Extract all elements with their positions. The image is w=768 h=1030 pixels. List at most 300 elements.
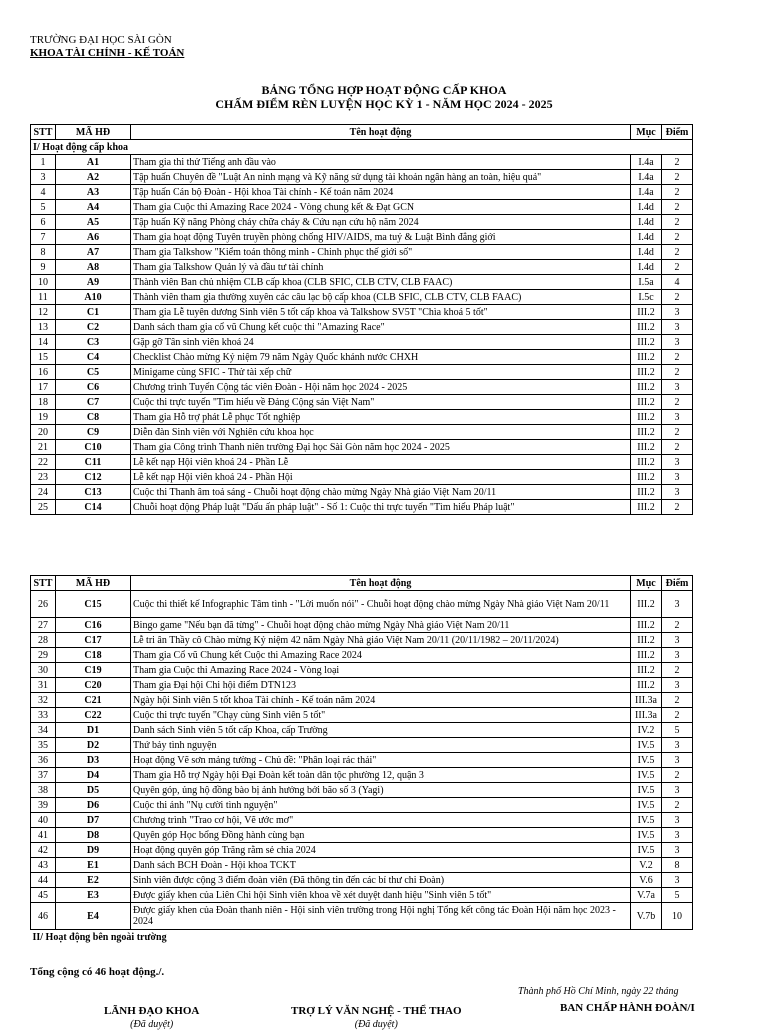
points: 3	[662, 843, 693, 858]
table-row	[31, 693, 693, 708]
activity-code: A7	[56, 245, 131, 260]
points: 2	[662, 260, 693, 275]
activity-code: D1	[56, 723, 131, 738]
points: 3	[662, 678, 693, 693]
points: 2	[662, 768, 693, 783]
points: 2	[662, 215, 693, 230]
section-code: IV.5	[631, 843, 662, 858]
points: 3	[662, 410, 693, 425]
row-number: 29	[31, 648, 56, 663]
activity-code: D5	[56, 783, 131, 798]
activity-name: Tham gia Hỗ trợ Ngày hội Đại Đoàn kết toàn dân tộc phường 12, quận 3	[131, 768, 631, 783]
section-code: III.2	[631, 365, 662, 380]
table-row	[31, 768, 693, 783]
activity-name: Chuỗi hoạt động Pháp luật "Dấu ấn pháp luật" - Số 1: Cuộc thi trực tuyến "Tìm hiểu Pháp luật"	[131, 500, 631, 515]
points: 2	[662, 170, 693, 185]
activity-name: Tham gia hoạt động Tuyên truyền phòng chống HIV/AIDS, ma tuý & Luật Bình đẳng giới	[131, 230, 631, 245]
university-name: TRƯỜNG ĐẠI HỌC SÀI GÒN	[30, 34, 172, 46]
row-number: 27	[31, 618, 56, 633]
table-row	[31, 350, 693, 365]
activity-code: C19	[56, 663, 131, 678]
section-heading-row	[31, 930, 693, 945]
points: 5	[662, 888, 693, 903]
activity-code: A6	[56, 230, 131, 245]
section-code: I.4d	[631, 245, 662, 260]
points: 3	[662, 320, 693, 335]
activity-code: D8	[56, 828, 131, 843]
section-code: I.5c	[631, 290, 662, 305]
section-code: III.2	[631, 591, 662, 618]
activity-code: E4	[56, 903, 131, 930]
row-number: 26	[31, 591, 56, 618]
row-number: 41	[31, 828, 56, 843]
points: 10	[662, 903, 693, 930]
activity-name: Gặp gỡ Tân sinh viên khoá 24	[131, 335, 631, 350]
activity-code: A9	[56, 275, 131, 290]
table-row	[31, 395, 693, 410]
activity-code: C20	[56, 678, 131, 693]
row-number: 20	[31, 425, 56, 440]
row-number: 3	[31, 170, 56, 185]
table-row	[31, 200, 693, 215]
activity-code: A8	[56, 260, 131, 275]
table-row	[31, 425, 693, 440]
activity-name: Hoạt động quyên góp Trăng rằm sẻ chia 2024	[131, 843, 631, 858]
column-header-stt: STT	[31, 125, 56, 140]
activity-name: Tập huấn Chuyên đề "Luật An ninh mạng và Kỹ năng sử dụng tài khoản ngân hàng an toàn, hiệu quả"	[131, 170, 631, 185]
column-header-name: Tên hoạt động	[131, 576, 631, 591]
column-header-points: Điểm	[662, 125, 693, 140]
section-code: III.2	[631, 335, 662, 350]
signing-date: Thành phố Hồ Chí Minh, ngày 22 tháng	[518, 986, 679, 997]
activity-code: C14	[56, 500, 131, 515]
row-number: 5	[31, 200, 56, 215]
activity-name: Tham gia Cuộc thi Amazing Race 2024 - Vòng loại	[131, 663, 631, 678]
row-number: 25	[31, 500, 56, 515]
activity-code: E3	[56, 888, 131, 903]
signature-block-executive-committee	[560, 1002, 695, 1014]
activity-name: Checklist Chào mừng Kỷ niệm 79 năm Ngày Quốc khánh nước CHXH	[131, 350, 631, 365]
section-code: IV.5	[631, 813, 662, 828]
points: 8	[662, 858, 693, 873]
section-code: IV.5	[631, 783, 662, 798]
table-row	[31, 888, 693, 903]
points: 2	[662, 395, 693, 410]
activity-name: Tham gia Công trình Thanh niên trường Đại học Sài Gòn năm học 2024 - 2025	[131, 440, 631, 455]
activity-name: Lễ tri ân Thầy cô Chào mừng Kỷ niệm 42 năm Ngày Nhà giáo Việt Nam 20/11 (20/11/1982 – 20/11/2024)	[131, 633, 631, 648]
activity-code: D6	[56, 798, 131, 813]
activity-code: D7	[56, 813, 131, 828]
section-code: III.2	[631, 455, 662, 470]
section-code: III.2	[631, 663, 662, 678]
section-code: III.3a	[631, 693, 662, 708]
section-code: V.6	[631, 873, 662, 888]
faculty-name: KHOA TÀI CHÍNH - KẾ TOÁN	[30, 47, 185, 59]
section-code: IV.2	[631, 723, 662, 738]
table-row	[31, 798, 693, 813]
table-row	[31, 591, 693, 618]
activity-name: Danh sách Sinh viên 5 tốt cấp Khoa, cấp Trường	[131, 723, 631, 738]
signature-note: (Đã duyệt)	[354, 1019, 398, 1030]
row-number: 46	[31, 903, 56, 930]
table-row	[31, 618, 693, 633]
section-heading: I/ Hoạt động cấp khoa	[31, 140, 693, 155]
row-number: 40	[31, 813, 56, 828]
activity-code: C1	[56, 305, 131, 320]
column-header-points: Điểm	[662, 576, 693, 591]
activity-code: C3	[56, 335, 131, 350]
table-row	[31, 843, 693, 858]
column-header-code: MÃ HĐ	[56, 125, 131, 140]
row-number: 1	[31, 155, 56, 170]
column-header-code: MÃ HĐ	[56, 576, 131, 591]
activity-name: Cuộc thi trực tuyến "Tìm hiểu về Đảng Cộng sản Việt Nam"	[131, 395, 631, 410]
table-row	[31, 305, 693, 320]
column-header-stt: STT	[31, 576, 56, 591]
row-number: 38	[31, 783, 56, 798]
activity-code: C9	[56, 425, 131, 440]
column-header-name: Tên hoạt động	[131, 125, 631, 140]
signature-block-faculty-leader	[104, 1005, 199, 1030]
signature-title: LÃNH ĐẠO KHOA	[104, 1005, 200, 1017]
activity-name: Được giấy khen của Đoàn thanh niên - Hội sinh viên trường trong Hội nghị Tổng kết công tác Đoàn Hội năm học 2023 - 2024	[131, 903, 631, 930]
activity-code: C12	[56, 470, 131, 485]
activity-code: C11	[56, 455, 131, 470]
table-row	[31, 708, 693, 723]
activity-code: A4	[56, 200, 131, 215]
activity-name: Tập huấn Kỹ năng Phòng cháy chữa cháy & Cứu nạn cứu hộ năm 2024	[131, 215, 631, 230]
activity-code: A2	[56, 170, 131, 185]
activity-code: C10	[56, 440, 131, 455]
table-row	[31, 903, 693, 930]
points: 4	[662, 275, 693, 290]
activity-name: Lễ kết nạp Hội viên khoá 24 - Phần Hội	[131, 470, 631, 485]
row-number: 39	[31, 798, 56, 813]
row-number: 33	[31, 708, 56, 723]
row-number: 31	[31, 678, 56, 693]
section-code: III.2	[631, 633, 662, 648]
points: 2	[662, 440, 693, 455]
row-number: 24	[31, 485, 56, 500]
points: 3	[662, 753, 693, 768]
row-number: 34	[31, 723, 56, 738]
table-row	[31, 440, 693, 455]
section-code: V.7b	[631, 903, 662, 930]
points: 3	[662, 305, 693, 320]
table-row	[31, 470, 693, 485]
row-number: 28	[31, 633, 56, 648]
activity-name: Ngày hội Sinh viên 5 tốt khoa Tài chính - Kế toán năm 2024	[131, 693, 631, 708]
table-row	[31, 738, 693, 753]
activity-name: Chương trình Tuyển Cộng tác viên Đoàn - Hội năm học 2024 - 2025	[131, 380, 631, 395]
row-number: 37	[31, 768, 56, 783]
table-row	[31, 245, 693, 260]
section-code: IV.5	[631, 753, 662, 768]
section-code: I.4a	[631, 170, 662, 185]
points: 2	[662, 185, 693, 200]
section-code: V.2	[631, 858, 662, 873]
document-header	[30, 34, 184, 60]
table-row	[31, 155, 693, 170]
section-code: I.4d	[631, 215, 662, 230]
signature-title: BAN CHẤP HÀNH ĐOÀN/I	[560, 1002, 695, 1014]
table-row	[31, 783, 693, 798]
row-number: 11	[31, 290, 56, 305]
points: 3	[662, 485, 693, 500]
points: 3	[662, 633, 693, 648]
activity-name: Thứ bảy tình nguyện	[131, 738, 631, 753]
section-code: III.2	[631, 678, 662, 693]
activity-name: Quyên góp Học bổng Đồng hành cùng bạn	[131, 828, 631, 843]
points: 2	[662, 365, 693, 380]
activity-name: Tham gia Talkshow "Kiểm toán thông minh - Chinh phục thế giới số"	[131, 245, 631, 260]
activities-table-part1	[30, 124, 693, 515]
section-code: III.2	[631, 350, 662, 365]
row-number: 45	[31, 888, 56, 903]
activity-code: C6	[56, 380, 131, 395]
points: 2	[662, 798, 693, 813]
activity-code: A5	[56, 215, 131, 230]
table-row	[31, 828, 693, 843]
total-activities: Tổng cộng có 46 hoạt động./.	[30, 966, 165, 978]
row-number: 7	[31, 230, 56, 245]
table-row	[31, 663, 693, 678]
section-code: I.4d	[631, 200, 662, 215]
row-number: 6	[31, 215, 56, 230]
row-number: 9	[31, 260, 56, 275]
activity-code: C16	[56, 618, 131, 633]
activity-code: C4	[56, 350, 131, 365]
activity-code: E1	[56, 858, 131, 873]
activity-name: Thành viên tham gia thường xuyên các câu lạc bộ cấp khoa (CLB SFIC, CLB CTV, CLB FAAC)	[131, 290, 631, 305]
section-code: IV.5	[631, 768, 662, 783]
table-row	[31, 633, 693, 648]
table-row	[31, 230, 693, 245]
row-number: 19	[31, 410, 56, 425]
points: 2	[662, 290, 693, 305]
row-number: 43	[31, 858, 56, 873]
signature-title: TRỢ LÝ VĂN NGHỆ - THỂ THAO	[291, 1005, 462, 1017]
table-row	[31, 678, 693, 693]
activity-code: C2	[56, 320, 131, 335]
activities-table-part2	[30, 575, 693, 944]
section-code: III.2	[631, 470, 662, 485]
activity-name: Cuộc thi Thanh âm toả sáng - Chuỗi hoạt động chào mừng Ngày Nhà giáo Việt Nam 20/11	[131, 485, 631, 500]
activity-code: A1	[56, 155, 131, 170]
activity-name: Tham gia thi thử Tiếng anh đầu vào	[131, 155, 631, 170]
row-number: 42	[31, 843, 56, 858]
signature-block-arts-sports-assistant	[291, 1005, 462, 1030]
points: 2	[662, 230, 693, 245]
row-number: 16	[31, 365, 56, 380]
activity-name: Diễn đàn Sinh viên với Nghiên cứu khoa học	[131, 425, 631, 440]
table-row	[31, 873, 693, 888]
points: 2	[662, 200, 693, 215]
row-number: 44	[31, 873, 56, 888]
points: 2	[662, 350, 693, 365]
section-code: III.2	[631, 305, 662, 320]
activity-code: C18	[56, 648, 131, 663]
activity-name: Cuộc thi thiết kế Infographic Tâm tình - "Lời muốn nói" - Chuỗi hoạt động chào mừng Ngày Nhà giáo Việt Nam 20/11	[131, 591, 631, 618]
table-row	[31, 170, 693, 185]
activity-code: C13	[56, 485, 131, 500]
activity-name: Lễ kết nạp Hội viên khoá 24 - Phần Lễ	[131, 455, 631, 470]
activity-code: C8	[56, 410, 131, 425]
points: 2	[662, 663, 693, 678]
activity-name: Tập huấn Cán bộ Đoàn - Hội khoa Tài chính - Kế toán năm 2024	[131, 185, 631, 200]
activity-code: D2	[56, 738, 131, 753]
activity-code: A10	[56, 290, 131, 305]
points: 2	[662, 618, 693, 633]
section-code: III.2	[631, 648, 662, 663]
activity-name: Danh sách BCH Đoàn - Hội khoa TCKT	[131, 858, 631, 873]
document-subtitle: CHẤM ĐIỂM RÈN LUYỆN HỌC KỲ 1 - NĂM HỌC 2024 - 2025	[215, 97, 553, 111]
table-row	[31, 648, 693, 663]
points: 2	[662, 155, 693, 170]
table-row	[31, 380, 693, 395]
activity-code: E2	[56, 873, 131, 888]
section-code: I.4d	[631, 260, 662, 275]
activity-name: Quyên góp, ủng hộ đồng bào bị ảnh hưởng bởi bão số 3 (Yagi)	[131, 783, 631, 798]
row-number: 22	[31, 455, 56, 470]
section-code: I.4d	[631, 230, 662, 245]
points: 3	[662, 648, 693, 663]
activity-name: Thành viên Ban chủ nhiệm CLB cấp khoa (CLB SFIC, CLB CTV, CLB FAAC)	[131, 275, 631, 290]
activity-code: C21	[56, 693, 131, 708]
section-code: I.4a	[631, 185, 662, 200]
table-row	[31, 500, 693, 515]
activity-code: A3	[56, 185, 131, 200]
row-number: 10	[31, 275, 56, 290]
table-row	[31, 185, 693, 200]
activity-name: Tham gia Đại hội Chi hội điểm DTN123	[131, 678, 631, 693]
activity-name: Chương trình "Trao cơ hội, Vẽ ước mơ"	[131, 813, 631, 828]
table-row	[31, 335, 693, 350]
table-row	[31, 485, 693, 500]
row-number: 18	[31, 395, 56, 410]
section-code: III.2	[631, 425, 662, 440]
points: 3	[662, 738, 693, 753]
table-row	[31, 365, 693, 380]
activity-name: Hoạt động Vẽ sơn mảng tường - Chủ đề: "Phân loại rác thải"	[131, 753, 631, 768]
activity-name: Được giấy khen của Liên Chi hội Sinh viên khoa về xét duyệt danh hiệu "Sinh viên 5 tốt"	[131, 888, 631, 903]
activity-name: Bingo game "Nếu bạn đã từng" - Chuỗi hoạt động chào mừng Ngày Nhà giáo Việt Nam 20/11	[131, 618, 631, 633]
column-header-section: Mục	[631, 125, 662, 140]
section-code: IV.5	[631, 738, 662, 753]
activity-code: C15	[56, 591, 131, 618]
row-number: 36	[31, 753, 56, 768]
row-number: 13	[31, 320, 56, 335]
points: 3	[662, 380, 693, 395]
points: 3	[662, 335, 693, 350]
section-code: V.7a	[631, 888, 662, 903]
row-number: 8	[31, 245, 56, 260]
points: 2	[662, 245, 693, 260]
table-row	[31, 215, 693, 230]
row-number: 35	[31, 738, 56, 753]
table-row	[31, 858, 693, 873]
section-heading-row	[31, 140, 693, 155]
table-header-row	[31, 576, 693, 591]
section-code: III.2	[631, 395, 662, 410]
table-row	[31, 290, 693, 305]
points: 3	[662, 470, 693, 485]
points: 2	[662, 500, 693, 515]
points: 5	[662, 723, 693, 738]
section-code: III.3a	[631, 708, 662, 723]
activity-name: Cuộc thi ảnh "Nụ cười tình nguyện"	[131, 798, 631, 813]
activity-code: D9	[56, 843, 131, 858]
activity-code: C7	[56, 395, 131, 410]
section-code: III.2	[631, 485, 662, 500]
table-row	[31, 813, 693, 828]
points: 3	[662, 783, 693, 798]
activity-name: Cuộc thi trực tuyến "Chạy cùng Sinh viên 5 tốt"	[131, 708, 631, 723]
table-row	[31, 723, 693, 738]
section-code: IV.5	[631, 828, 662, 843]
points: 3	[662, 455, 693, 470]
activity-name: Danh sách tham gia cổ vũ Chung kết cuộc thi "Amazing Race"	[131, 320, 631, 335]
points: 3	[662, 873, 693, 888]
row-number: 21	[31, 440, 56, 455]
table-row	[31, 753, 693, 768]
activity-code: D3	[56, 753, 131, 768]
points: 2	[662, 693, 693, 708]
row-number: 23	[31, 470, 56, 485]
row-number: 14	[31, 335, 56, 350]
row-number: 12	[31, 305, 56, 320]
section-code: III.2	[631, 320, 662, 335]
row-number: 4	[31, 185, 56, 200]
table-row	[31, 455, 693, 470]
activity-name: Tham gia Cuộc thi Amazing Race 2024 - Vòng chung kết & Đạt GCN	[131, 200, 631, 215]
activity-code: C17	[56, 633, 131, 648]
activity-code: C22	[56, 708, 131, 723]
section-code: III.2	[631, 618, 662, 633]
activity-name: Sinh viên được cộng 3 điểm đoàn viên (Đã thông tin đến các bí thư chi Đoàn)	[131, 873, 631, 888]
points: 3	[662, 813, 693, 828]
table-row	[31, 275, 693, 290]
column-header-section: Mục	[631, 576, 662, 591]
section-code: I.5a	[631, 275, 662, 290]
table-row	[31, 410, 693, 425]
row-number: 17	[31, 380, 56, 395]
activity-code: D4	[56, 768, 131, 783]
signature-note: (Đã duyệt)	[130, 1019, 174, 1030]
points: 2	[662, 425, 693, 440]
activity-name: Minigame cùng SFIC - Thử tài xếp chữ	[131, 365, 631, 380]
activity-code: C5	[56, 365, 131, 380]
points: 3	[662, 828, 693, 843]
activity-name: Tham gia Cổ vũ Chung kết Cuộc thi Amazing Race 2024	[131, 648, 631, 663]
section-code: III.2	[631, 380, 662, 395]
activity-name: Tham gia Talkshow Quản lý và đầu tư tài chính	[131, 260, 631, 275]
points: 3	[662, 591, 693, 618]
table-row	[31, 260, 693, 275]
section-code: III.2	[631, 500, 662, 515]
row-number: 30	[31, 663, 56, 678]
table-header-row	[31, 125, 693, 140]
section-code: III.2	[631, 410, 662, 425]
document-title: BẢNG TỔNG HỢP HOẠT ĐỘNG CẤP KHOA	[261, 83, 507, 97]
section-code: IV.5	[631, 798, 662, 813]
row-number: 15	[31, 350, 56, 365]
points: 2	[662, 708, 693, 723]
table-row	[31, 320, 693, 335]
activity-name: Tham gia Hỗ trợ phát Lễ phục Tốt nghiệp	[131, 410, 631, 425]
section-code: III.2	[631, 440, 662, 455]
row-number: 32	[31, 693, 56, 708]
